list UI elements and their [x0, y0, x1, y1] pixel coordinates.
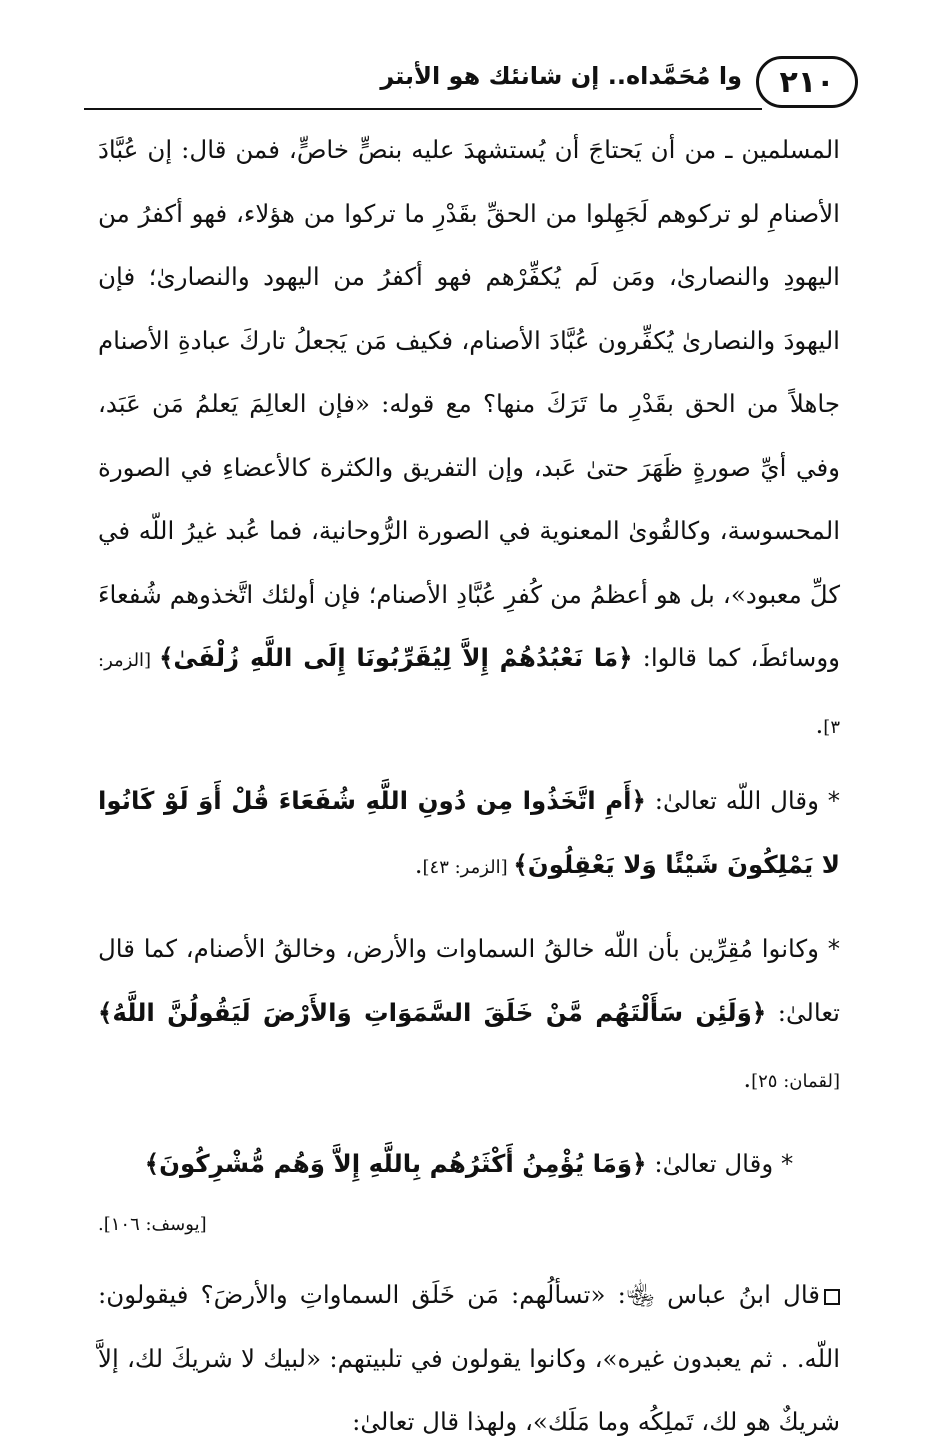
text-segment: . [414, 849, 423, 879]
text-segment: وقال اللّه تعالىٰ: [645, 786, 819, 815]
paragraph [98, 1263, 840, 1454]
paragraph [98, 1205, 840, 1245]
verse-reference: [الزمر: ٤٣] [422, 856, 514, 878]
text-segment: [يوسف: ١٠٦]. [98, 1214, 207, 1235]
paragraph-gap [98, 1195, 840, 1205]
verse-reference: [الزمر: ٣] [98, 650, 840, 738]
quran-verse: ﴿مَا نَعْبُدُهُمْ إِلاَّ لِيُقَرِّبُونَا إِلَى اللَّهِ زُلْفَىٰ﴾ [159, 643, 633, 672]
paragraph [98, 1132, 840, 1196]
paragraph [98, 917, 840, 1114]
square-bullet-icon [824, 1289, 840, 1305]
quran-verse: ﴿وَمَا يُؤْمِنُ أَكْثَرُهُم بِاللَّهِ إِلاَّ وَهُم مُّشْرِكُونَ﴾ [144, 1148, 647, 1178]
text-segment: وقال تعالىٰ: [646, 1148, 774, 1178]
paragraph [98, 118, 840, 759]
asterisk-marker: * [773, 1148, 794, 1178]
quran-verse: ﴿وَلَئِن سَأَلْتَهُم مَّنْ خَلَقَ السَّمَوَاتِ وَالأَرْضَ لَيَقُولُنَّ اللَّهُ﴾ [98, 997, 767, 1027]
text-segment: . [743, 1064, 752, 1093]
text-segment: . [815, 709, 824, 739]
paragraph-gap [98, 1245, 840, 1263]
text-segment: وكانوا مُقِرِّين بأن اللّه خالقُ السماوات والأرض، وخالقُ الأصنام، كما قال تعالىٰ: [98, 934, 840, 1027]
asterisk-marker: * [818, 786, 840, 815]
paragraph-gap [98, 759, 840, 769]
verse-reference: [لقمان: ٢٥] [751, 1071, 840, 1092]
asterisk-marker: * [819, 934, 840, 963]
paragraph [98, 769, 840, 899]
text-segment: قال ابنُ عباس ﵄: «تسألُهم: مَن خَلَق السماواتِ والأرضَ؟ فيقولون: اللّه. . ثم يعبدون غيره»، وكانوا يقولون في تلبيتهم: «لبيك لا شريكَ لك، إلاَّ شريكٌ هو لك، تَملِكُه وما مَلَك»، ولهذا قال تعالىٰ: [98, 1280, 840, 1436]
page-number [756, 56, 858, 108]
page-number-text: ٢١٠ [779, 64, 835, 100]
paragraph-gap [98, 1114, 840, 1132]
running-title: وا مُحَمَّداه.. إن شانئك هو الأبتر [380, 62, 742, 90]
paragraph-gap [98, 899, 840, 917]
page-header [84, 48, 844, 110]
quran-verse: ﴿أَمِ اتَّخَذُوا مِن دُونِ اللَّهِ شُفَعَاءَ قُلْ أَوَ لَوْ كَانُوا لا يَمْلِكُونَ شَيْئًا وَلا يَعْقِلُونَ﴾ [98, 786, 840, 879]
header-rule [84, 108, 762, 110]
body-text [98, 118, 840, 1454]
text-segment: المسلمين ـ من أن يَحتاجَ أن يُستشهدَ عليه بنصٍّ خاصٍّ، فمن قال: إن عُبَّادَ الأصنامِ لو تركوهم لَجَهِلوا من الحقِّ بقَدْرِ ما تركوا من هؤلاء، فهو أكفرُ من اليهودِ والنصارىٰ، ومَن لَم يُكفِّرْهم فهو أكفرُ من اليهود والنصارىٰ؛ فإن اليهودَ والنصارىٰ يُكفِّرون عُبَّادَ الأصنام، فكيف مَن يَجعلُ تاركَ عبادةِ الأصنام جاهلاً من الحق بقَدْرِ ما تَرَكَ منها؟ مع قوله: «فإن العالِمَ يَعلمُ مَن عَبَد، وفي أيِّ صورةٍ ظَهَرَ حتىٰ عَبد، وإن التفريق والكثرة كالأعضاءِ في الصورة المحسوسة، وكالقُوىٰ المعنوية في الصورة الرُّوحانية، فما عُبد غيرُ اللّه في كلِّ معبود»، بل هو أعظمُ من كُفرِ عُبَّادِ الأصنام؛ فإن أولئك اتَّخذوهم شُفعاءَ ووسائطَ، كما قالوا: [98, 135, 840, 672]
